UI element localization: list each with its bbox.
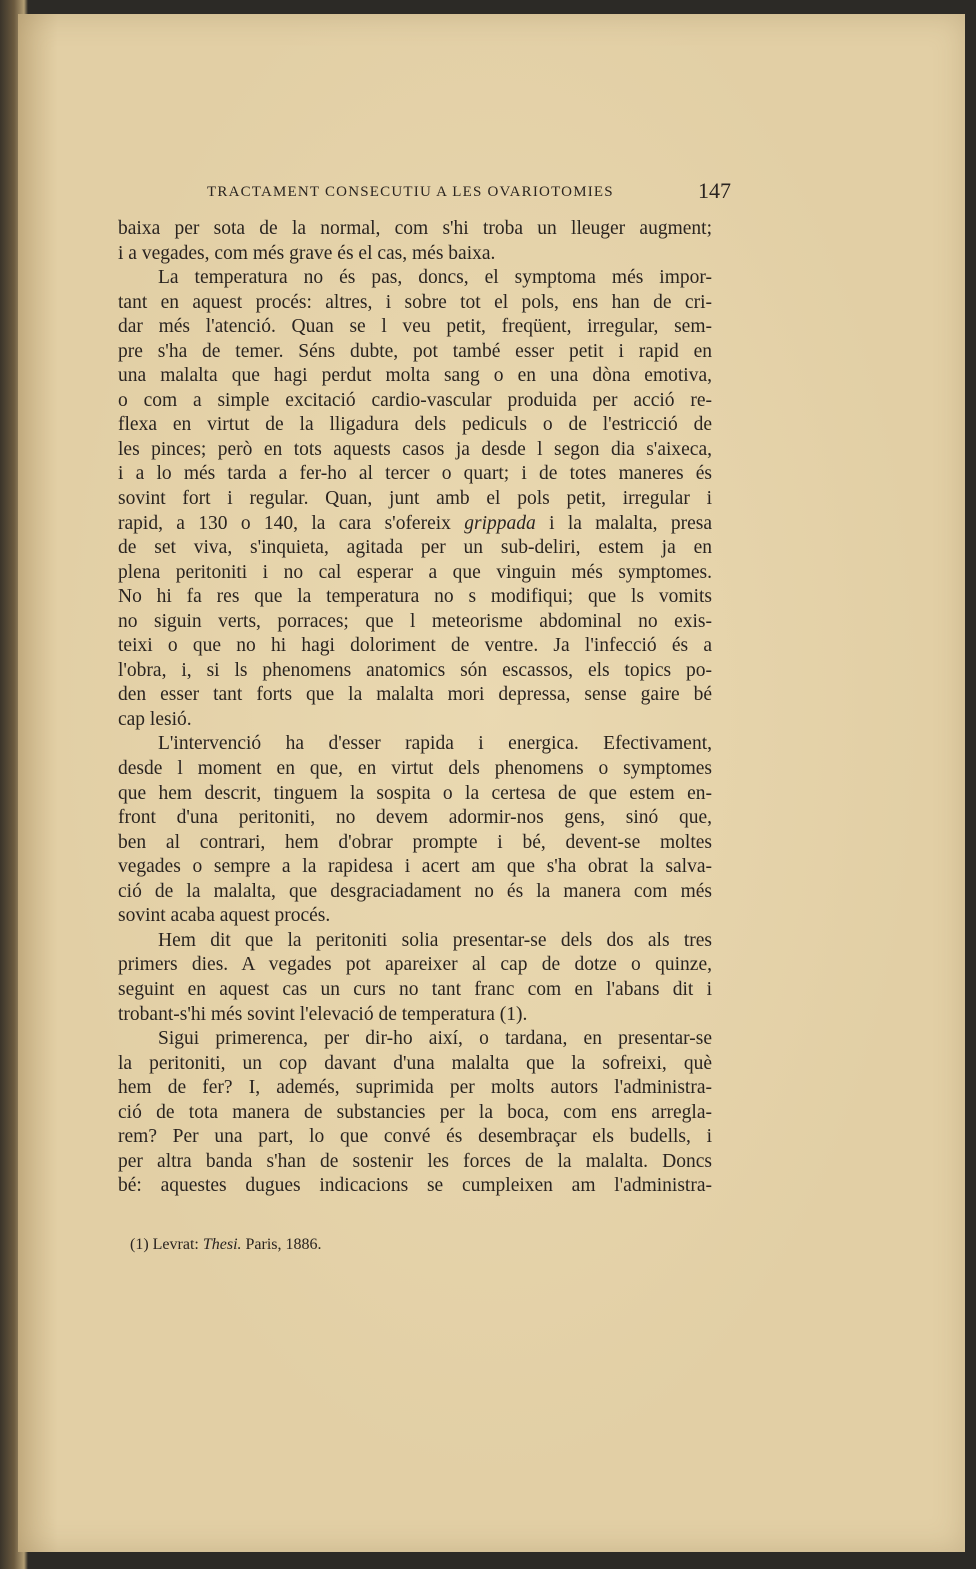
body-text bbox=[118, 217, 712, 1199]
text-line: l'obra, i, si ls phenomens anatomics són escassos, els topics po- bbox=[118, 659, 712, 681]
running-head-title: TRACTAMENT CONSECUTIU A LES OVARIOTOMIES bbox=[207, 184, 614, 200]
text-line: La temperatura no és pas, doncs, el symptoma més impor- bbox=[158, 267, 712, 289]
text-line: i a lo més tarda a fer-ho al tercer o quart; i de totes maneres és bbox=[118, 463, 712, 485]
text-line: per altra banda s'han de sostenir les forces de la malalta. Doncs bbox=[118, 1150, 712, 1172]
footnote-author: Levrat: bbox=[152, 1236, 199, 1253]
text-line: teixi o que no hi hagi doloriment de ventre. Ja l'infecció és a bbox=[118, 635, 712, 657]
text-line: ben al contrari, hem d'obrar prompte i bé, devent-se moltes bbox=[118, 831, 712, 853]
text-line: no siguin verts, porraces; que l meteorisme abdominal no exis- bbox=[118, 610, 712, 632]
text-line: vegades o sempre a la rapidesa i acert am que s'ha obrat la salva- bbox=[118, 856, 712, 878]
text-line: rem? Per una part, lo que convé és desembraçar els budells, i bbox=[118, 1126, 712, 1148]
text-line: front d'una peritoniti, no devem adormir-nos gens, sinó que, bbox=[118, 807, 712, 829]
text-line-with-italic bbox=[118, 512, 712, 537]
text-line: No hi fa res que la temperatura no s modifiqui; que ls vomits bbox=[118, 586, 712, 608]
text-line: seguint en aquest cas un curs no tant franc com en l'abans dit i bbox=[118, 978, 712, 1000]
footnote-work: Thesi. bbox=[202, 1236, 242, 1253]
text-line: desde l moment en que, en virtut dels phenomens o symptomes bbox=[118, 758, 712, 780]
text-line: baixa per sota de la normal, com s'hi troba un lleuger augment; bbox=[118, 218, 712, 239]
text-line: ció de tota manera de substancies per la boca, com ens arregla- bbox=[118, 1101, 712, 1123]
text-line: trobant-s'hi més sovint l'elevació de temperatura (1). bbox=[118, 1003, 528, 1025]
text-fragment: rapid, a 130 o 140, la cara s'ofereix bbox=[118, 512, 465, 534]
text-line: flexa en virtut de la lligadura dels pediculs o de l'estricció de bbox=[118, 414, 712, 436]
text-line: cap lesió. bbox=[118, 708, 192, 730]
text-line: de set viva, s'inquieta, agitada per un sub-deliri, estem ja en bbox=[118, 537, 712, 559]
text-fragment: i la malalta, presa bbox=[535, 512, 712, 534]
text-line: tant en aquest procés: altres, i sobre tot el pols, ens han de cri- bbox=[118, 291, 712, 313]
text-line: sovint acaba aquest procés. bbox=[118, 905, 331, 927]
text-line: la peritoniti, un cop davant d'una malalta que la sofreixi, què bbox=[118, 1052, 712, 1074]
text-line: hem de fer? I, ademés, suprimida per molts autors l'administra- bbox=[118, 1077, 712, 1099]
running-head bbox=[195, 176, 735, 206]
text-line: i a vegades, com més grave és el cas, més baixa. bbox=[118, 242, 496, 264]
footnote-place-year: Paris, 1886. bbox=[245, 1236, 322, 1253]
footnote-marker: (1) bbox=[130, 1236, 149, 1253]
text-line: ció de la malalta, que desgraciadament no és la manera com més bbox=[118, 880, 712, 902]
footnote bbox=[130, 1236, 322, 1254]
text-line: que hem descrit, tinguem la sospita o la certesa de que estem en- bbox=[118, 782, 712, 804]
text-line: Sigui primerenca, per dir-ho així, o tardana, en presentar-se bbox=[158, 1028, 712, 1050]
text-line: bé: aquestes dugues indicacions se cumpleixen am l'administra- bbox=[118, 1175, 712, 1197]
text-line: plena peritoniti i no cal esperar a que vinguin més symptomes. bbox=[118, 561, 712, 583]
text-line: pre s'ha de temer. Séns dubte, pot també esser petit i rapid en bbox=[118, 340, 712, 362]
text-line: Hem dit que la peritoniti solia presentar-se dels dos als tres bbox=[158, 929, 712, 951]
text-line: primers dies. A vegades pot apareixer al cap de dotze o quinze, bbox=[118, 954, 712, 976]
page-number: 147 bbox=[698, 178, 731, 203]
text-line: o com a simple excitació cardio-vascular produida per acció re- bbox=[118, 389, 712, 411]
text-line: dar més l'atenció. Quan se l veu petit, freqüent, irregular, sem- bbox=[118, 316, 712, 338]
text-line: una malalta que hagi perdut molta sang o en una dòna emotiva, bbox=[118, 365, 712, 387]
text-line: les pinces; però en tots aquests casos ja desde l segon dia s'aixeca, bbox=[118, 438, 712, 460]
text-line: sovint fort i regular. Quan, junt amb el pols petit, irregular i bbox=[118, 488, 712, 510]
text-line: den esser tant forts que la malalta mori depressa, sense gaire bé bbox=[118, 684, 712, 706]
text-line: L'intervenció ha d'esser rapida i energica. Efectivament, bbox=[158, 733, 712, 755]
italic-term: grippada bbox=[464, 512, 536, 534]
